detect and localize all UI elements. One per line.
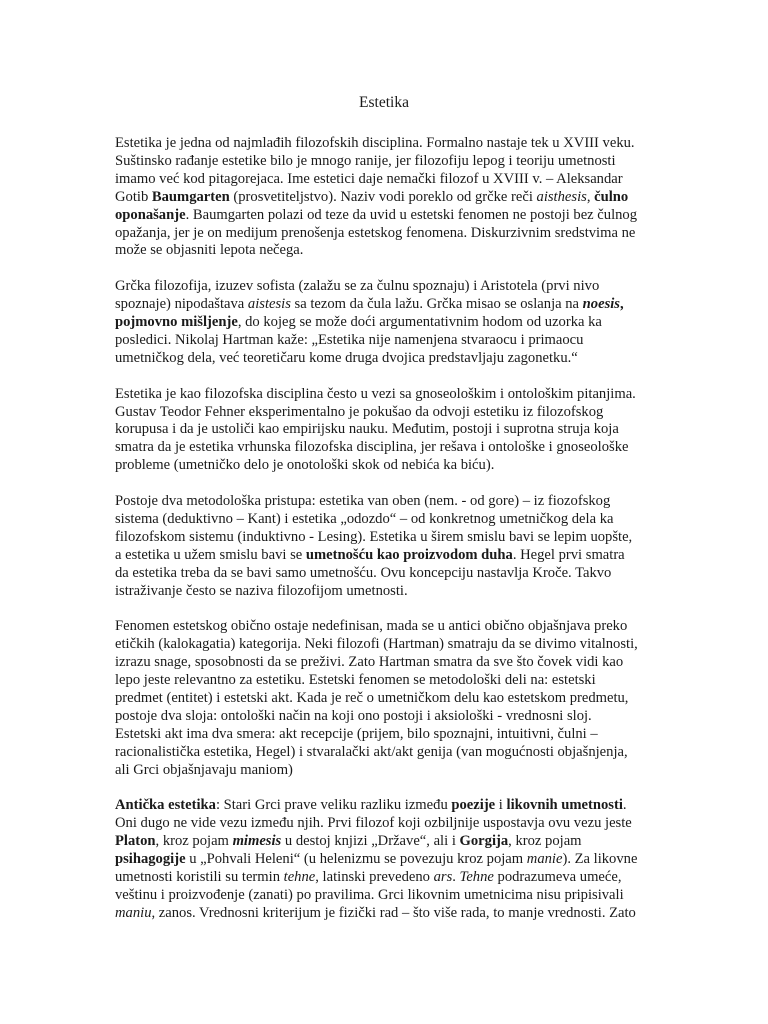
text-run: opažanja, jer je on medijum prenošenja estetskog fenomena. Diskurzivnim sredstvima ne xyxy=(115,224,636,241)
text-line xyxy=(115,744,660,762)
text-run: racionalistička estetika, Hegel) i stvaralački akt/akt genija (van mogućnosti objašnjenja, xyxy=(115,743,628,760)
text-line xyxy=(115,296,660,314)
text-line xyxy=(115,547,660,565)
text-line xyxy=(115,278,660,296)
text-line xyxy=(115,762,660,780)
text-run: korupusa i da je ustoliči kao empirijsku nauku. Međutim, postoji i suprotna struja koja xyxy=(115,421,619,438)
emphasis-run: maniu xyxy=(115,904,152,921)
emphasis-run: likovnih umetnosti xyxy=(506,797,623,814)
text-run: predmet (entitet) i estetski akt. Kada je reč o umetničkom delu kao estetskom predmetu, xyxy=(115,690,629,707)
emphasis-run: Gorgija xyxy=(459,833,509,850)
text-run: Estetika je jedna od najmlađih filozofskih disciplina. Formalno nastaje tek u XVIII veku. xyxy=(115,135,635,151)
text-run: Estetika je kao filozofska disciplina često u vezi sa gnoseološkim i ontološkim pitanjima. xyxy=(115,385,636,402)
emphasis-run: pojmovno mišljenje xyxy=(115,314,238,331)
text-run: Oni dugo ne vide vezu između njih. Prvi filozof koji ozbiljnije uspostavja ovu vezu jeste xyxy=(115,815,632,832)
paragraph xyxy=(115,135,660,260)
text-run: veštinu i proizvođenje (zanati) po pravilima. Grci likovnim umetnicima nisu pripisivali xyxy=(115,886,624,903)
text-run: i xyxy=(495,797,507,814)
text-line xyxy=(115,242,660,260)
emphasis-run: umetnošću kao proizvodom duha xyxy=(305,546,513,563)
text-line xyxy=(115,404,660,422)
text-run: može se objasniti lepota nečega. xyxy=(115,242,304,259)
text-line xyxy=(115,708,660,726)
text-line xyxy=(115,869,660,887)
text-run: Fenomen estetskog obično ostaje nedefinisan, mada se u antici obično objašnjava preko xyxy=(115,618,628,635)
text-run: , zanos. Vrednosni kriterijum je fizički rad – što više rada, to manje vrednosti. Zato xyxy=(151,904,636,921)
text-run: Grčka filozofija, izuzev sofista (zalažu se za čulnu spoznaju) i Aristotela (prvi nivo xyxy=(115,278,600,295)
text-line xyxy=(115,565,660,583)
text-line xyxy=(115,207,660,225)
text-run: . xyxy=(622,797,627,814)
text-run: spoznaje) nipodaštava xyxy=(115,296,248,313)
text-run: , latinski prevedeno xyxy=(315,869,434,886)
text-run: ali Grci objašnjavaju maniom) xyxy=(115,761,293,778)
text-line xyxy=(115,797,660,815)
text-line xyxy=(115,439,660,457)
text-line xyxy=(115,225,660,243)
emphasis-run: čulno xyxy=(594,188,629,205)
paragraph xyxy=(115,493,660,600)
emphasis-run: ars xyxy=(433,869,453,886)
emphasis-run: mimesis xyxy=(232,833,282,850)
text-run: . xyxy=(452,869,460,886)
emphasis-run: aistesis xyxy=(247,296,291,313)
text-run: etičkih (kalokagatia) kategorija. Neki filozofi (Hartman) smatraju da se divimo vitalnosti, xyxy=(115,636,638,653)
emphasis-run: Baumgarten xyxy=(151,188,230,205)
text-line xyxy=(115,815,660,833)
emphasis-run: Tehne xyxy=(459,869,494,886)
paragraph xyxy=(115,797,660,922)
text-line xyxy=(115,654,660,672)
text-line xyxy=(115,350,660,368)
text-run: probleme (umetničko delo je onotološki skok od nebića ka biću). xyxy=(115,457,495,474)
text-run: lepo jeste relevantno za estetiku. Estetski fenomen se metodološki deli na: estetski xyxy=(115,672,596,689)
text-run: umetničkog dela, već teoretičaru kome druga dvojica predstavljaju zagonetku.“ xyxy=(115,349,578,366)
text-run: Postoje dva metodološka pristupa: estetika van oben (nem. - od gore) – iz fiozofskog xyxy=(115,493,611,510)
text-run: da estetika treba da se bavi samo umetnošću. Ovu koncepciju nastavlja Kroče. Takvo xyxy=(115,564,612,581)
emphasis-run: poezije xyxy=(451,797,496,814)
text-line xyxy=(115,618,660,636)
text-run: sa tezom da čula lažu. Grčka misao se oslanja na xyxy=(290,296,583,313)
text-run: sistema (deduktivno – Kant) i estetika „odozdo“ – od konkretnog umetničkog dela ka xyxy=(115,510,614,527)
text-run: podrazumeva umeće, xyxy=(493,869,622,886)
text-line xyxy=(115,905,660,923)
emphasis-run: aisthesis xyxy=(536,188,587,205)
text-run: u „Pohvali Heleni“ (u helenizmu se povezuju kroz pojam xyxy=(185,851,527,868)
text-run: . Baumgarten polazi od teze da uvid u estetski fenomen ne postoji bez čulnog xyxy=(185,206,638,223)
text-run: imamo već kod pitagorejaca. Ime estetici daje nemački filozof u XVIII v. – Aleksandar xyxy=(115,170,623,187)
text-run: . Hegel prvi smatra xyxy=(512,546,625,563)
text-run: ). Za likovne xyxy=(562,851,638,868)
text-line xyxy=(115,529,660,547)
text-line xyxy=(115,421,660,439)
text-line xyxy=(115,690,660,708)
text-line xyxy=(115,511,660,529)
text-run: , do kojeg se može doći argumentativnim hodom od uzorka ka xyxy=(237,314,602,331)
text-run: Gustav Teodor Fehner eksperimentalno je pokušao da odvoji estetiku iz filozofskog xyxy=(115,403,604,420)
text-run: Suštinsko rađanje estetike bilo je mnogo ranije, jer filozofiju lepog i teoriju umetnosti xyxy=(115,152,616,169)
text-line xyxy=(115,386,660,404)
text-run: , kroz pojam xyxy=(155,833,233,850)
text-line xyxy=(115,493,660,511)
text-run: , kroz pojam xyxy=(508,833,582,850)
paragraph xyxy=(115,618,660,779)
text-line xyxy=(115,332,660,350)
text-run: posledici. Nikolaj Hartman kaže: „Estetika nije namenjena stvaraocu i primaocu xyxy=(115,331,584,348)
paragraph xyxy=(115,386,660,476)
document-title: Estetika xyxy=(359,94,409,111)
text-run: , xyxy=(586,188,595,205)
emphasis-run: oponašanje xyxy=(115,206,186,223)
document-body xyxy=(115,135,660,941)
emphasis-run: , xyxy=(619,296,624,313)
text-run: : Stari Grci prave veliku razliku između xyxy=(215,797,452,814)
text-run: umetnosti koristili su termin xyxy=(115,869,284,886)
paragraph xyxy=(115,278,660,368)
emphasis-run: tehne xyxy=(283,869,316,886)
text-run: izrazu snage, sposobnosti da se preživi. Zato Hartman smatra da sve što čovek vidi kao xyxy=(115,654,624,671)
text-line xyxy=(115,636,660,654)
text-line xyxy=(115,457,660,475)
emphasis-run: manie xyxy=(526,851,563,868)
text-run: filozofskom sistemu (induktivno - Lesing). Estetika u širem smislu bavi se lepim uopšte, xyxy=(115,528,633,545)
text-line xyxy=(115,153,660,171)
emphasis-run: Antička estetika xyxy=(115,797,216,814)
text-run: Gotib xyxy=(115,188,152,205)
text-line xyxy=(115,135,660,153)
text-line xyxy=(115,833,660,851)
text-line xyxy=(115,672,660,690)
text-line xyxy=(115,887,660,905)
text-line xyxy=(115,171,660,189)
text-run: (prosvetiteljstvo). Naziv vodi poreklo od grčke reči xyxy=(229,188,537,205)
text-line xyxy=(115,851,660,869)
text-line xyxy=(115,189,660,207)
text-line xyxy=(115,726,660,744)
emphasis-run: Platon xyxy=(115,833,156,850)
text-run: istraživanje često se naziva filozofijom umetnosti. xyxy=(115,582,408,599)
emphasis-run: noesis xyxy=(582,296,620,313)
text-line xyxy=(115,314,660,332)
text-run: Estetski akt ima dva smera: akt recepcije (prijem, bilo spoznajni, intuitivni, čulni – xyxy=(115,725,598,742)
text-line xyxy=(115,583,660,601)
text-run: smatra da je estetika vrhunska filozofska disciplina, jer rešava i ontološke i gnoseološke xyxy=(115,439,629,456)
text-run: postoje dva sloja: ontološki način na koji ono postoji i aksiološki - vrednosni sloj. xyxy=(115,707,592,724)
text-run: u destoj knjizi „Države“, ali i xyxy=(281,833,460,850)
emphasis-run: psihagogije xyxy=(115,851,186,868)
text-run: a estetika u užem smislu bavi se xyxy=(115,546,306,563)
